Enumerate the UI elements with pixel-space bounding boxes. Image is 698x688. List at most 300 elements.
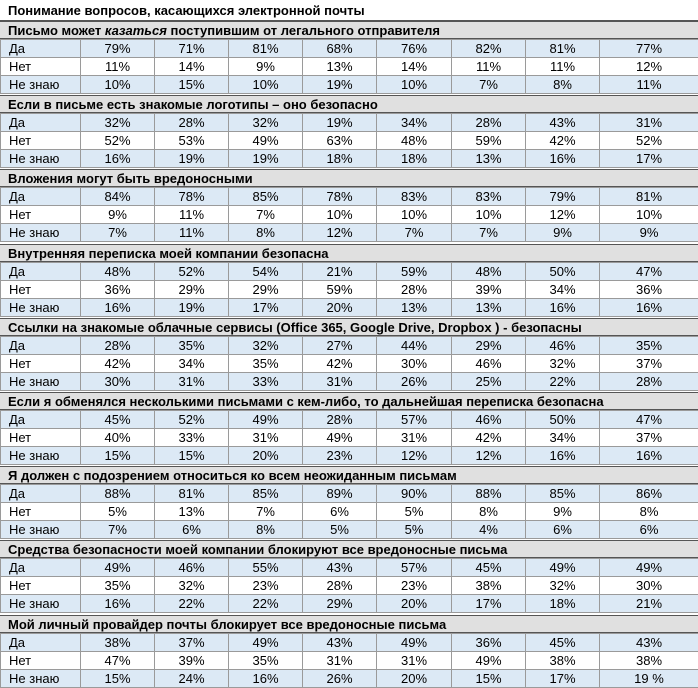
row-label: Да: [1, 559, 81, 577]
table-cell: 83%: [452, 188, 526, 206]
table-cell: 26%: [303, 669, 377, 687]
table-cell: 8%: [452, 503, 526, 521]
table-cell: 49%: [303, 429, 377, 447]
table-cell: 12%: [303, 224, 377, 242]
table-row: [1, 372, 698, 390]
table-cell: 32%: [526, 577, 600, 595]
section-title-text: Мой личный провайдер почты блокирует все вредоносные письма: [8, 616, 447, 632]
table-cell: 22%: [229, 595, 303, 613]
table-cell: 57%: [377, 411, 452, 429]
question-section: [0, 392, 698, 465]
table-cell: 68%: [303, 40, 377, 58]
table-cell: 36%: [81, 280, 155, 298]
table-cell: 85%: [229, 485, 303, 503]
table-cell: 43%: [526, 114, 600, 132]
table-cell: 33%: [155, 429, 229, 447]
table-cell: 57%: [377, 559, 452, 577]
table-cell: 21%: [600, 595, 698, 613]
table-cell: 42%: [303, 354, 377, 372]
table-cell: 49%: [81, 559, 155, 577]
table-row: [1, 503, 698, 521]
table-cell: 31%: [303, 651, 377, 669]
table-cell: 84%: [81, 188, 155, 206]
section-title: [0, 615, 698, 633]
section-title-text: Вложения могут быть вредоносными: [8, 171, 253, 187]
table-cell: 9%: [81, 206, 155, 224]
table-cell: 11%: [452, 58, 526, 76]
table-cell: 16%: [526, 447, 600, 465]
table-cell: 82%: [452, 40, 526, 58]
table-cell: 18%: [526, 595, 600, 613]
table-cell: 7%: [452, 76, 526, 94]
row-label: Нет: [1, 280, 81, 298]
table-cell: 6%: [526, 521, 600, 539]
table-row: [1, 262, 698, 280]
table-cell: 38%: [600, 651, 698, 669]
table-cell: 17%: [229, 298, 303, 316]
table-cell: 6%: [303, 503, 377, 521]
table-row: [1, 521, 698, 539]
table-cell: 10%: [229, 76, 303, 94]
table-cell: 20%: [229, 447, 303, 465]
row-label: Да: [1, 114, 81, 132]
table-cell: 31%: [303, 372, 377, 390]
table-cell: 33%: [229, 372, 303, 390]
table-cell: 23%: [229, 577, 303, 595]
table-cell: 19%: [303, 76, 377, 94]
table-cell: 38%: [81, 633, 155, 651]
table-cell: 47%: [600, 262, 698, 280]
table-cell: 20%: [377, 595, 452, 613]
row-label: Не знаю: [1, 298, 81, 316]
table-cell: 22%: [155, 595, 229, 613]
row-label: Да: [1, 262, 81, 280]
table-cell: 90%: [377, 485, 452, 503]
table-cell: 29%: [155, 280, 229, 298]
table-row: [1, 354, 698, 372]
table-cell: 6%: [600, 521, 698, 539]
table-row: [1, 114, 698, 132]
table-cell: 45%: [452, 559, 526, 577]
section-title-text: Средства безопасности моей компании блокируют все вредоносные письма: [8, 542, 508, 558]
table-cell: 49%: [229, 132, 303, 150]
table-cell: 21%: [303, 262, 377, 280]
table-cell: 50%: [526, 262, 600, 280]
table-cell: 31%: [377, 429, 452, 447]
table-cell: 12%: [600, 58, 698, 76]
table-row: [1, 58, 698, 76]
table-cell: 38%: [526, 651, 600, 669]
table-cell: 36%: [452, 633, 526, 651]
row-label: Не знаю: [1, 150, 81, 168]
table-cell: 29%: [303, 595, 377, 613]
table-cell: 18%: [303, 150, 377, 168]
table-cell: 11%: [81, 58, 155, 76]
table-cell: 45%: [81, 411, 155, 429]
table-cell: 59%: [377, 262, 452, 280]
table-cell: 47%: [81, 651, 155, 669]
table-cell: 49%: [526, 559, 600, 577]
table-cell: 44%: [377, 336, 452, 354]
section-title: [0, 540, 698, 558]
row-label: Нет: [1, 429, 81, 447]
table-cell: 14%: [377, 58, 452, 76]
table-cell: 78%: [155, 188, 229, 206]
section-data-table: [0, 633, 698, 688]
table-cell: 43%: [600, 633, 698, 651]
table-cell: 7%: [81, 224, 155, 242]
table-row: [1, 485, 698, 503]
table-cell: 59%: [303, 280, 377, 298]
table-row: [1, 336, 698, 354]
table-cell: 10%: [377, 206, 452, 224]
table-row: [1, 447, 698, 465]
table-cell: 16%: [600, 298, 698, 316]
row-label: Нет: [1, 577, 81, 595]
table-row: [1, 651, 698, 669]
row-label: Не знаю: [1, 224, 81, 242]
table-cell: 4%: [452, 521, 526, 539]
table-cell: 15%: [81, 447, 155, 465]
section-title-emphasis: казаться: [104, 23, 167, 38]
table-cell: 18%: [377, 150, 452, 168]
question-section: [0, 244, 698, 317]
table-cell: 5%: [377, 503, 452, 521]
table-cell: 16%: [81, 595, 155, 613]
section-data-table: [0, 558, 698, 613]
table-cell: 28%: [600, 372, 698, 390]
table-cell: 7%: [377, 224, 452, 242]
table-cell: 35%: [229, 651, 303, 669]
row-label: Не знаю: [1, 669, 81, 687]
table-cell: 34%: [155, 354, 229, 372]
table-cell: 32%: [155, 577, 229, 595]
table-cell: 23%: [303, 447, 377, 465]
table-cell: 43%: [303, 633, 377, 651]
table-cell: 39%: [452, 280, 526, 298]
table-cell: 8%: [526, 76, 600, 94]
row-label: Да: [1, 40, 81, 58]
table-cell: 17%: [600, 150, 698, 168]
table-cell: 8%: [600, 503, 698, 521]
table-cell: 23%: [377, 577, 452, 595]
row-label: Да: [1, 188, 81, 206]
table-cell: 30%: [600, 577, 698, 595]
table-cell: 52%: [600, 132, 698, 150]
table-cell: 89%: [303, 485, 377, 503]
section-data-table: [0, 484, 698, 539]
table-cell: 31%: [600, 114, 698, 132]
row-label: Нет: [1, 651, 81, 669]
table-cell: 8%: [229, 521, 303, 539]
section-title-text-end: поступившим от легального отправителя: [166, 23, 440, 38]
section-data-table: [0, 410, 698, 465]
table-cell: 19%: [229, 150, 303, 168]
section-title: [0, 318, 698, 336]
question-section: [0, 466, 698, 539]
table-cell: 9%: [229, 58, 303, 76]
table-cell: 81%: [229, 40, 303, 58]
section-title-text: Письмо может: [8, 23, 105, 38]
row-label: Не знаю: [1, 372, 81, 390]
table-cell: 47%: [600, 411, 698, 429]
table-cell: 31%: [155, 372, 229, 390]
table-cell: 37%: [600, 429, 698, 447]
table-cell: 49%: [452, 651, 526, 669]
table-cell: 15%: [155, 76, 229, 94]
table-cell: 13%: [452, 298, 526, 316]
row-label: Нет: [1, 132, 81, 150]
row-label: Не знаю: [1, 595, 81, 613]
table-cell: 6%: [155, 521, 229, 539]
table-cell: 5%: [377, 521, 452, 539]
table-cell: 10%: [600, 206, 698, 224]
table-row: [1, 411, 698, 429]
table-cell: 9%: [600, 224, 698, 242]
table-cell: 34%: [526, 429, 600, 447]
table-cell: 45%: [526, 633, 600, 651]
table-cell: 81%: [155, 485, 229, 503]
table-cell: 49%: [600, 559, 698, 577]
table-cell: 10%: [377, 76, 452, 94]
table-cell: 28%: [155, 114, 229, 132]
table-cell: 12%: [452, 447, 526, 465]
table-cell: 34%: [377, 114, 452, 132]
table-cell: 30%: [377, 354, 452, 372]
table-cell: 34%: [526, 280, 600, 298]
table-cell: 46%: [155, 559, 229, 577]
table-cell: 49%: [229, 411, 303, 429]
section-title-text: Если в письме есть знакомые логотипы – оно безопасно: [8, 97, 378, 113]
table-cell: 28%: [377, 280, 452, 298]
table-cell: 8%: [229, 224, 303, 242]
table-cell: 48%: [377, 132, 452, 150]
table-cell: 81%: [526, 40, 600, 58]
table-cell: 5%: [81, 503, 155, 521]
section-title: [0, 244, 698, 262]
table-cell: 77%: [600, 40, 698, 58]
table-cell: 12%: [377, 447, 452, 465]
table-cell: 30%: [81, 372, 155, 390]
table-cell: 46%: [452, 354, 526, 372]
table-cell: 48%: [452, 262, 526, 280]
section-title-text: Если я обменялся несколькими письмами с кем-либо, то дальнейшая переписка безопасна: [8, 394, 604, 409]
table-row: [1, 40, 698, 58]
table-cell: 28%: [303, 411, 377, 429]
table-cell: 19%: [303, 114, 377, 132]
section-data-table: [0, 336, 698, 391]
table-cell: 10%: [452, 206, 526, 224]
table-row: [1, 188, 698, 206]
table-cell: 29%: [229, 280, 303, 298]
table-cell: 15%: [81, 669, 155, 687]
table-cell: 14%: [155, 58, 229, 76]
table-cell: 9%: [526, 224, 600, 242]
table-cell: 19%: [155, 298, 229, 316]
table-cell: 81%: [600, 188, 698, 206]
table-cell: 10%: [303, 206, 377, 224]
table-cell: 38%: [452, 577, 526, 595]
table-cell: 16%: [526, 150, 600, 168]
table-cell: 79%: [526, 188, 600, 206]
table-cell: 54%: [229, 262, 303, 280]
table-row: [1, 559, 698, 577]
table-cell: 32%: [229, 114, 303, 132]
table-cell: 59%: [452, 132, 526, 150]
table-cell: 7%: [229, 503, 303, 521]
question-section: [0, 95, 698, 168]
table-cell: 15%: [155, 447, 229, 465]
table-cell: 27%: [303, 336, 377, 354]
section-data-table: [0, 39, 698, 94]
table-cell: 49%: [377, 633, 452, 651]
table-cell: 28%: [303, 577, 377, 595]
question-section: [0, 540, 698, 613]
table-cell: 7%: [229, 206, 303, 224]
table-cell: 42%: [526, 132, 600, 150]
section-title-text: Внутренняя переписка моей компании безопасна: [8, 245, 329, 261]
table-cell: 35%: [229, 354, 303, 372]
table-cell: 5%: [303, 521, 377, 539]
table-cell: 7%: [81, 521, 155, 539]
table-cell: 13%: [452, 150, 526, 168]
table-cell: 28%: [452, 114, 526, 132]
table-cell: 76%: [377, 40, 452, 58]
table-cell: 55%: [229, 559, 303, 577]
table-cell: 32%: [81, 114, 155, 132]
row-label: Не знаю: [1, 521, 81, 539]
table-row: [1, 669, 698, 687]
table-title: Понимание вопросов, касающихся электронной почты: [0, 0, 698, 21]
row-label: Не знаю: [1, 76, 81, 94]
table-cell: 52%: [155, 262, 229, 280]
table-cell: 85%: [526, 485, 600, 503]
table-row: [1, 150, 698, 168]
table-cell: 31%: [229, 429, 303, 447]
table-cell: 20%: [377, 669, 452, 687]
table-cell: 50%: [526, 411, 600, 429]
table-cell: 78%: [303, 188, 377, 206]
table-cell: 35%: [155, 336, 229, 354]
row-label: Нет: [1, 58, 81, 76]
section-title: [0, 392, 698, 410]
row-label: Нет: [1, 354, 81, 372]
table-cell: 22%: [526, 372, 600, 390]
table-cell: 12%: [526, 206, 600, 224]
section-data-table: [0, 113, 698, 168]
table-cell: 25%: [452, 372, 526, 390]
row-label: Да: [1, 411, 81, 429]
table-cell: 16%: [81, 298, 155, 316]
section-data-table: [0, 187, 698, 242]
section-data-table: [0, 262, 698, 317]
section-title: [0, 169, 698, 187]
table-cell: 88%: [81, 485, 155, 503]
question-section: [0, 169, 698, 242]
table-cell: 88%: [452, 485, 526, 503]
table-cell: 16%: [81, 150, 155, 168]
table-cell: 52%: [155, 411, 229, 429]
table-cell: 53%: [155, 132, 229, 150]
table-cell: 11%: [526, 58, 600, 76]
table-cell: 85%: [229, 188, 303, 206]
question-section: [0, 318, 698, 391]
table-cell: 32%: [526, 354, 600, 372]
row-label: Не знаю: [1, 447, 81, 465]
table-cell: 26%: [377, 372, 452, 390]
table-cell: 11%: [600, 76, 698, 94]
table-row: [1, 76, 698, 94]
section-title: [0, 95, 698, 113]
table-cell: 40%: [81, 429, 155, 447]
table-cell: 52%: [81, 132, 155, 150]
table-cell: 71%: [155, 40, 229, 58]
table-cell: 39%: [155, 651, 229, 669]
table-cell: 13%: [303, 58, 377, 76]
table-cell: 37%: [600, 354, 698, 372]
table-cell: 11%: [155, 206, 229, 224]
table-cell: 19%: [155, 150, 229, 168]
table-cell: 43%: [303, 559, 377, 577]
table-row: [1, 595, 698, 613]
table-cell: 7%: [452, 224, 526, 242]
table-cell: 48%: [81, 262, 155, 280]
table-cell: 42%: [81, 354, 155, 372]
table-cell: 9%: [526, 503, 600, 521]
table-cell: 31%: [377, 651, 452, 669]
table-cell: 17%: [526, 669, 600, 687]
table-cell: 32%: [229, 336, 303, 354]
table-cell: 17%: [452, 595, 526, 613]
row-label: Да: [1, 336, 81, 354]
table-cell: 83%: [377, 188, 452, 206]
table-cell: 35%: [600, 336, 698, 354]
section-title: [0, 466, 698, 484]
question-section: [0, 21, 698, 94]
table-row: [1, 429, 698, 447]
table-cell: 36%: [600, 280, 698, 298]
question-section: [0, 615, 698, 688]
table-cell: 16%: [526, 298, 600, 316]
table-cell: 37%: [155, 633, 229, 651]
table-row: [1, 206, 698, 224]
table-row: [1, 577, 698, 595]
section-title-text: Ссылки на знакомые облачные сервисы (Office 365, Google Drive, Dropbox ) - безопасны: [8, 319, 582, 335]
table-cell: 19 %: [600, 669, 698, 687]
row-label: Да: [1, 485, 81, 503]
table-cell: 46%: [526, 336, 600, 354]
table-cell: 49%: [229, 633, 303, 651]
table-row: [1, 224, 698, 242]
table-cell: 28%: [81, 336, 155, 354]
row-label: Да: [1, 633, 81, 651]
section-title-text: Я должен с подозрением относиться ко всем неожиданным письмам: [8, 468, 457, 484]
section-title: [0, 21, 698, 39]
table-row: [1, 280, 698, 298]
row-label: Нет: [1, 503, 81, 521]
table-cell: 13%: [155, 503, 229, 521]
table-cell: 10%: [81, 76, 155, 94]
table-cell: 16%: [600, 447, 698, 465]
row-label: Нет: [1, 206, 81, 224]
table-cell: 11%: [155, 224, 229, 242]
table-cell: 35%: [81, 577, 155, 595]
table-cell: 42%: [452, 429, 526, 447]
table-cell: 63%: [303, 132, 377, 150]
table-cell: 46%: [452, 411, 526, 429]
table-cell: 29%: [452, 336, 526, 354]
table-cell: 16%: [229, 669, 303, 687]
